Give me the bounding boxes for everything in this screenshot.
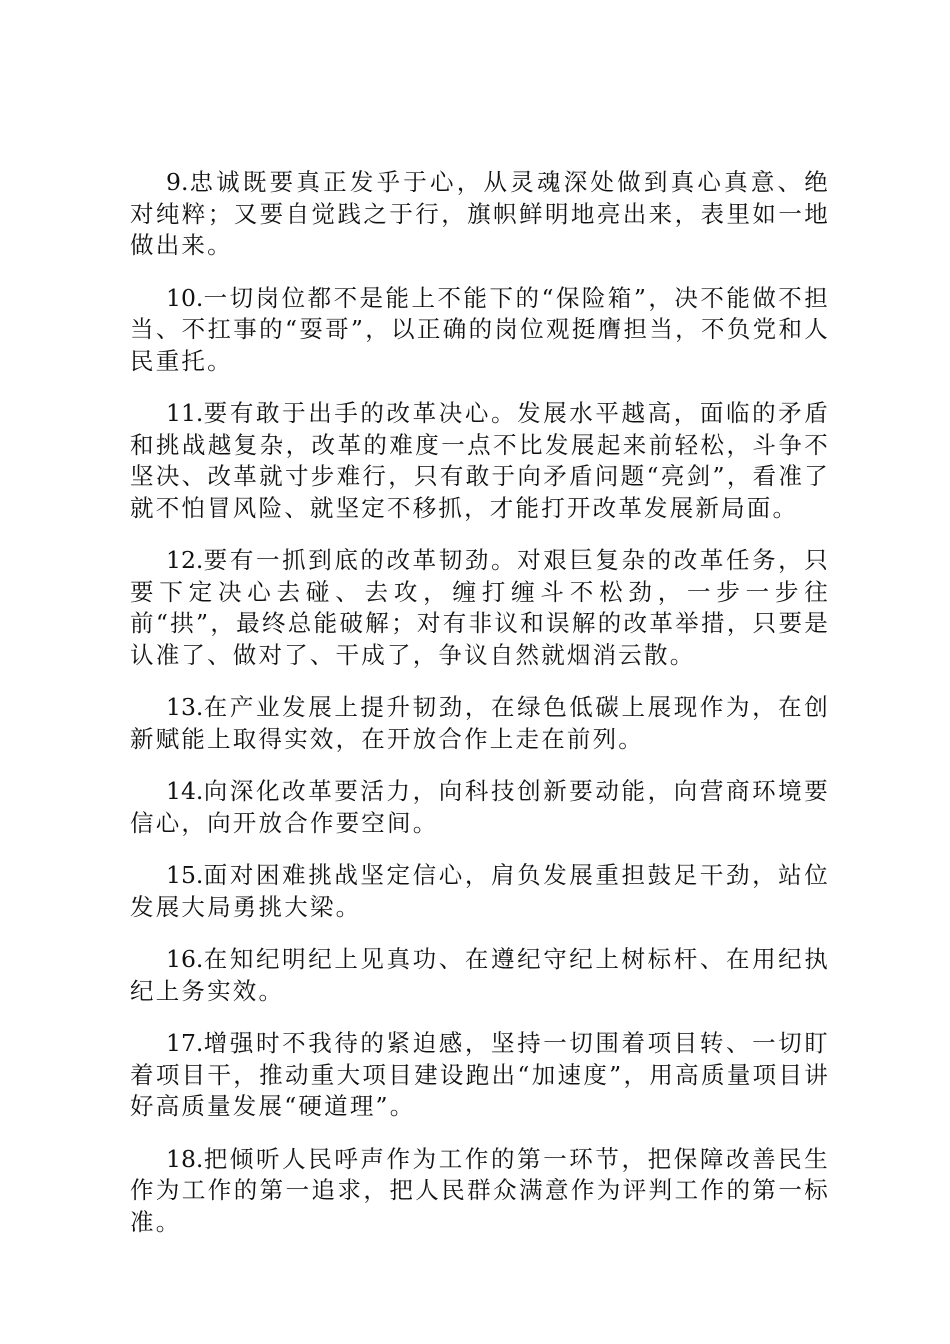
- paragraph-18: [130, 1144, 830, 1239]
- paragraph-number: 17.: [166, 1029, 204, 1057]
- paragraph-text: 在产业发展上提升韧劲，在绿色低碳上展现作为，在创新赋能上取得实效，在开放合作上走在前列。: [130, 693, 830, 753]
- paragraph-14: [130, 776, 830, 839]
- paragraph-9: [130, 167, 830, 262]
- paragraph-number: 11.: [166, 399, 204, 427]
- paragraph-15: [130, 860, 830, 923]
- paragraph-text: 要有一抓到底的改革韧劲。对艰巨复杂的改革任务，只要下定决心去碰、去攻，缠打缠斗不松劲，一步一步往前“拱”，最终总能破解；对有非议和误解的改革举措，只要是认准了、做对了、干成了，争议自然就烟消云散。: [130, 546, 830, 669]
- document-body: [130, 167, 830, 1259]
- paragraph-10: [130, 283, 830, 378]
- paragraph-number: 14.: [166, 777, 204, 805]
- paragraph-number: 18.: [166, 1144, 204, 1173]
- paragraph-number: 9.: [166, 168, 189, 196]
- paragraph-text: 面对困难挑战坚定信心，肩负发展重担鼓足干劲，站位发展大局勇挑大梁。: [130, 861, 830, 921]
- paragraph-11: [130, 398, 830, 524]
- paragraph-number: 16.: [166, 945, 204, 973]
- paragraph-text: 忠诚既要真正发乎于心，从灵魂深处做到真心真意、绝对纯粹；又要自觉践之于行，旗帜鲜明地亮出来，表里如一地做出来。: [130, 168, 830, 259]
- paragraph-12: [130, 545, 830, 671]
- paragraph-text: 在知纪明纪上见真功、在遵纪守纪上树标杆、在用纪执纪上务实效。: [130, 945, 830, 1005]
- paragraph-text: 要有敢于出手的改革决心。发展水平越高，面临的矛盾和挑战越复杂，改革的难度一点不比发展起来前轻松，斗争不坚决、改革就寸步难行，只有敢于向矛盾问题“亮剑”，看准了就不怕冒风险、就坚定不移抓，才能打开改革发展新局面。: [130, 399, 830, 522]
- paragraph-number: 12.: [166, 546, 204, 574]
- paragraph-number: 15.: [166, 861, 204, 889]
- paragraph-text: 向深化改革要活力，向科技创新要动能，向营商环境要信心，向开放合作要空间。: [130, 777, 830, 837]
- paragraph-17: [130, 1028, 830, 1123]
- paragraph-16: [130, 944, 830, 1007]
- paragraph-text: 把倾听人民呼声作为工作的第一环节，把保障改善民生作为工作的第一追求，把人民群众满意作为评判工作的第一标准。: [130, 1144, 830, 1236]
- paragraph-text: 一切岗位都不是能上不能下的“保险箱”，决不能做不担当、不扛事的“耍哥”，以正确的岗位观挺膺担当，不负党和人民重托。: [130, 283, 830, 375]
- paragraph-number: 10.: [166, 283, 204, 312]
- paragraph-number: 13.: [166, 693, 204, 721]
- paragraph-13: [130, 692, 830, 755]
- paragraph-text: 增强时不我待的紧迫感，坚持一切围着项目转、一切盯着项目干，推动重大项目建设跑出“加速度”，用高质量项目讲好高质量发展“硬道理”。: [130, 1029, 830, 1120]
